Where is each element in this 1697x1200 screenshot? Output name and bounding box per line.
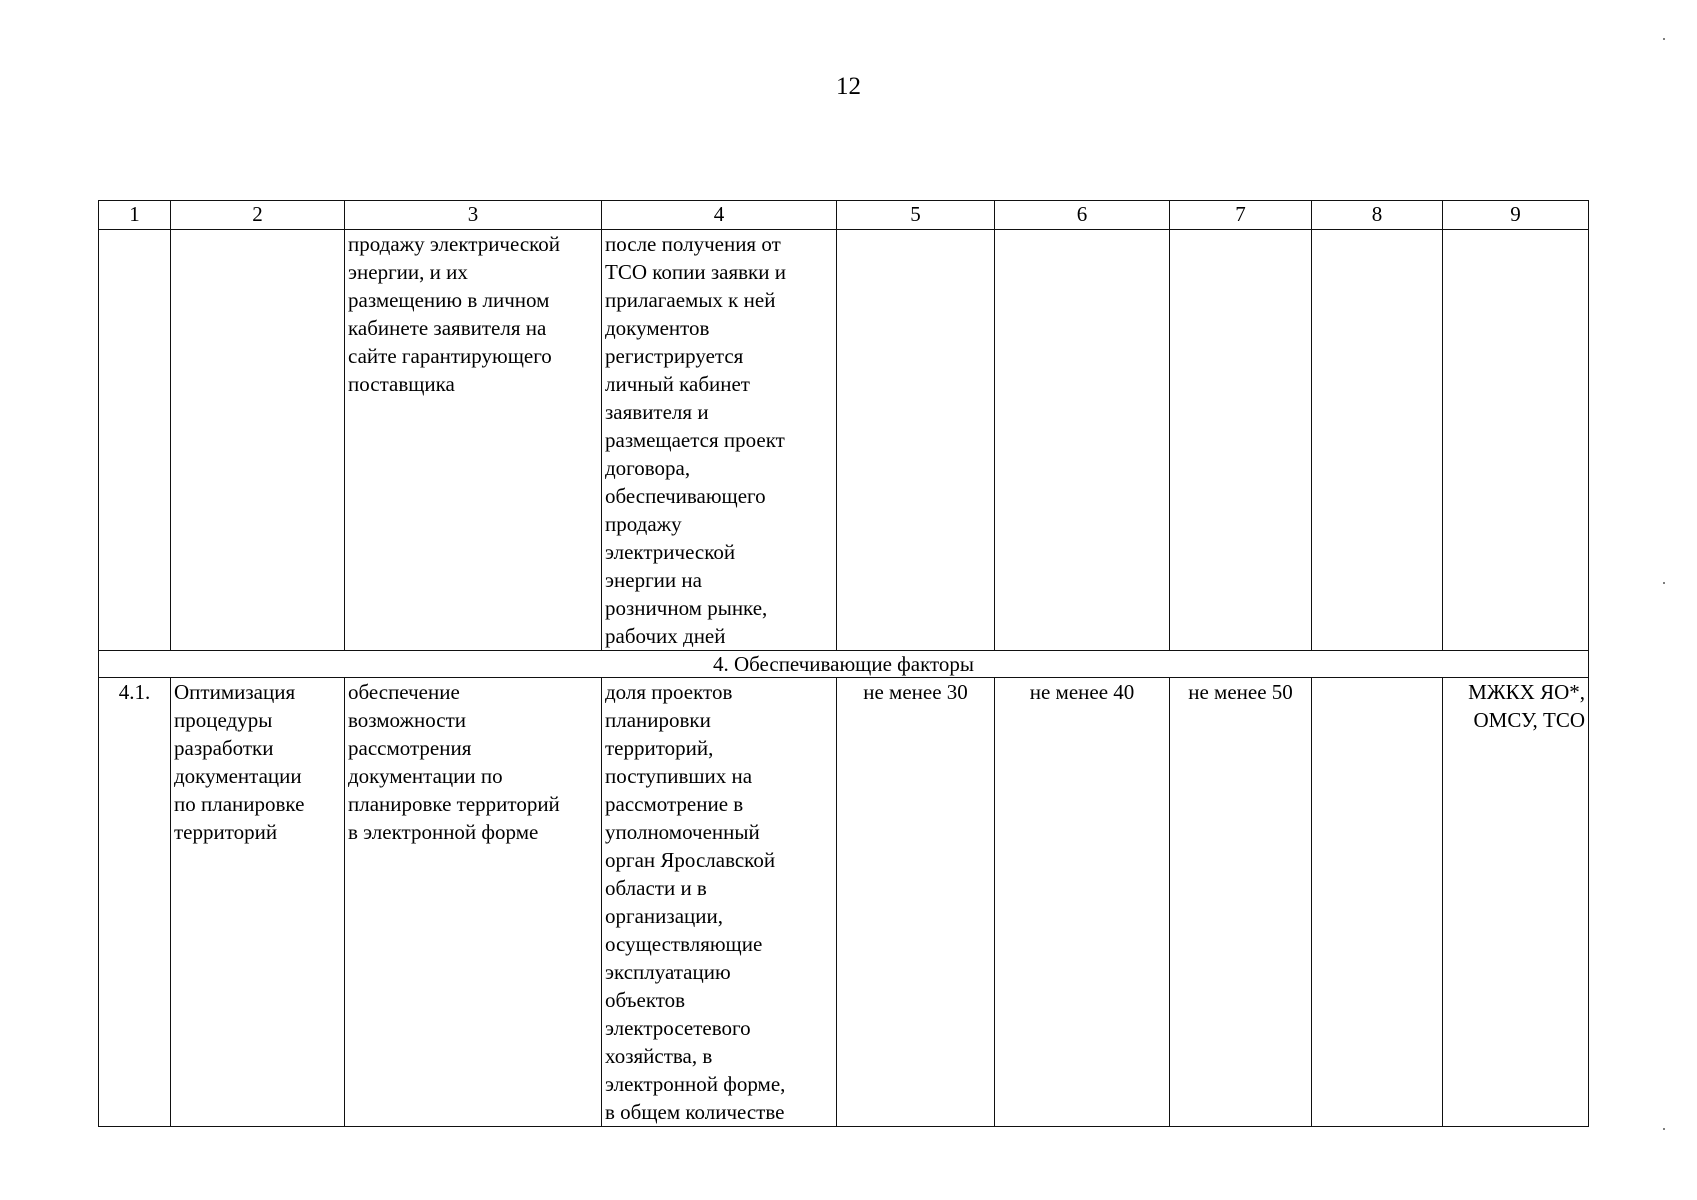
text-line: процедуры xyxy=(174,708,273,732)
text-line: поставщика xyxy=(348,372,455,396)
item-number: 4.1. xyxy=(99,678,171,1127)
continuation-row xyxy=(99,230,1589,651)
text-line: энергии на xyxy=(605,568,702,592)
text-line: рассмотрения xyxy=(348,736,472,760)
text-line: хозяйства, в xyxy=(605,1044,713,1068)
text-line: продажу электрической xyxy=(348,232,561,256)
text-line: Оптимизация xyxy=(174,680,296,704)
text-line: возможности xyxy=(348,708,467,732)
continuation-indicator-cell xyxy=(602,230,837,651)
column-number: 8 xyxy=(1312,201,1443,230)
text-line: после получения от xyxy=(605,232,781,256)
column-number: 7 xyxy=(1170,201,1312,230)
empty-cell xyxy=(99,230,171,651)
text-line: обеспечение xyxy=(348,680,460,704)
page-number: 12 xyxy=(836,73,861,100)
responsible-cell xyxy=(1443,678,1589,1127)
text-line: регистрируется xyxy=(605,344,744,368)
text-line: энергии, и их xyxy=(348,260,468,284)
text-line: поступивших на xyxy=(605,764,753,788)
indicator-cell xyxy=(602,678,837,1127)
column-number: 3 xyxy=(345,201,602,230)
text-line: документов xyxy=(605,316,710,340)
scan-speck xyxy=(1663,582,1665,584)
text-line: заявителя и xyxy=(605,400,709,424)
column-number: 2 xyxy=(171,201,345,230)
text-line: осуществляющие xyxy=(605,932,763,956)
text-line: ОМСУ, ТСО xyxy=(1473,708,1585,732)
scan-speck xyxy=(1663,38,1665,40)
text-line: документации по xyxy=(348,764,503,788)
text-line: договора, xyxy=(605,456,691,480)
text-line: по планировке xyxy=(174,792,305,816)
col8-cell xyxy=(1312,678,1443,1127)
section-title: 4. Обеспечивающие факторы xyxy=(99,651,1589,678)
text-line: эксплуатацию xyxy=(605,960,731,984)
text-line: розничном рынке, xyxy=(605,596,768,620)
text-line: кабинете заявителя на xyxy=(348,316,547,340)
target-value-year-1: не менее 30 xyxy=(837,678,995,1127)
text-line: планировке территорий xyxy=(348,792,560,816)
text-line: личный кабинет xyxy=(605,372,750,396)
target-value-year-3: не менее 50 xyxy=(1170,678,1312,1127)
column-number-row xyxy=(99,201,1589,230)
section-header-row xyxy=(99,651,1589,678)
text-line: размещению в личном xyxy=(348,288,550,312)
text-line: прилагаемых к ней xyxy=(605,288,776,312)
text-line: электросетевого xyxy=(605,1016,751,1040)
text-line: продажу xyxy=(605,512,682,536)
text-line: электрической xyxy=(605,540,736,564)
text-line: документации xyxy=(174,764,302,788)
column-number: 9 xyxy=(1443,201,1589,230)
measure-name-cell xyxy=(171,678,345,1127)
text-line: области и в xyxy=(605,876,707,900)
empty-cell xyxy=(171,230,345,651)
text-line: сайте гарантирующего xyxy=(348,344,552,368)
text-line: рабочих дней xyxy=(605,624,726,648)
continuation-description-cell xyxy=(345,230,602,651)
table-row xyxy=(99,678,1589,1127)
measure-description-cell xyxy=(345,678,602,1127)
text-line: организации, xyxy=(605,904,723,928)
text-line: орган Ярославской xyxy=(605,848,776,872)
text-line: территорий xyxy=(174,820,278,844)
text-line: электронной форме, xyxy=(605,1072,786,1096)
text-line: территорий, xyxy=(605,736,714,760)
empty-cell xyxy=(995,230,1170,651)
column-number: 1 xyxy=(99,201,171,230)
text-line: планировки xyxy=(605,708,711,732)
empty-cell xyxy=(1170,230,1312,651)
text-line: ТСО копии заявки и xyxy=(605,260,786,284)
empty-cell xyxy=(1312,230,1443,651)
text-line: рассмотрение в xyxy=(605,792,744,816)
column-number: 4 xyxy=(602,201,837,230)
empty-cell xyxy=(837,230,995,651)
text-line: обеспечивающего xyxy=(605,484,766,508)
target-value-year-2: не менее 40 xyxy=(995,678,1170,1127)
column-number: 6 xyxy=(995,201,1170,230)
empty-cell xyxy=(1443,230,1589,651)
text-line: доля проектов xyxy=(605,680,733,704)
scan-speck xyxy=(1663,1128,1665,1130)
text-line: разработки xyxy=(174,736,274,760)
text-line: в общем количестве xyxy=(605,1100,785,1124)
indicators-table xyxy=(98,200,1589,1127)
text-line: уполномоченный xyxy=(605,820,760,844)
text-line: размещается проект xyxy=(605,428,785,452)
column-number: 5 xyxy=(837,201,995,230)
text-line: МЖКХ ЯО*, xyxy=(1468,680,1585,704)
text-line: объектов xyxy=(605,988,686,1012)
text-line: в электронной форме xyxy=(348,820,539,844)
